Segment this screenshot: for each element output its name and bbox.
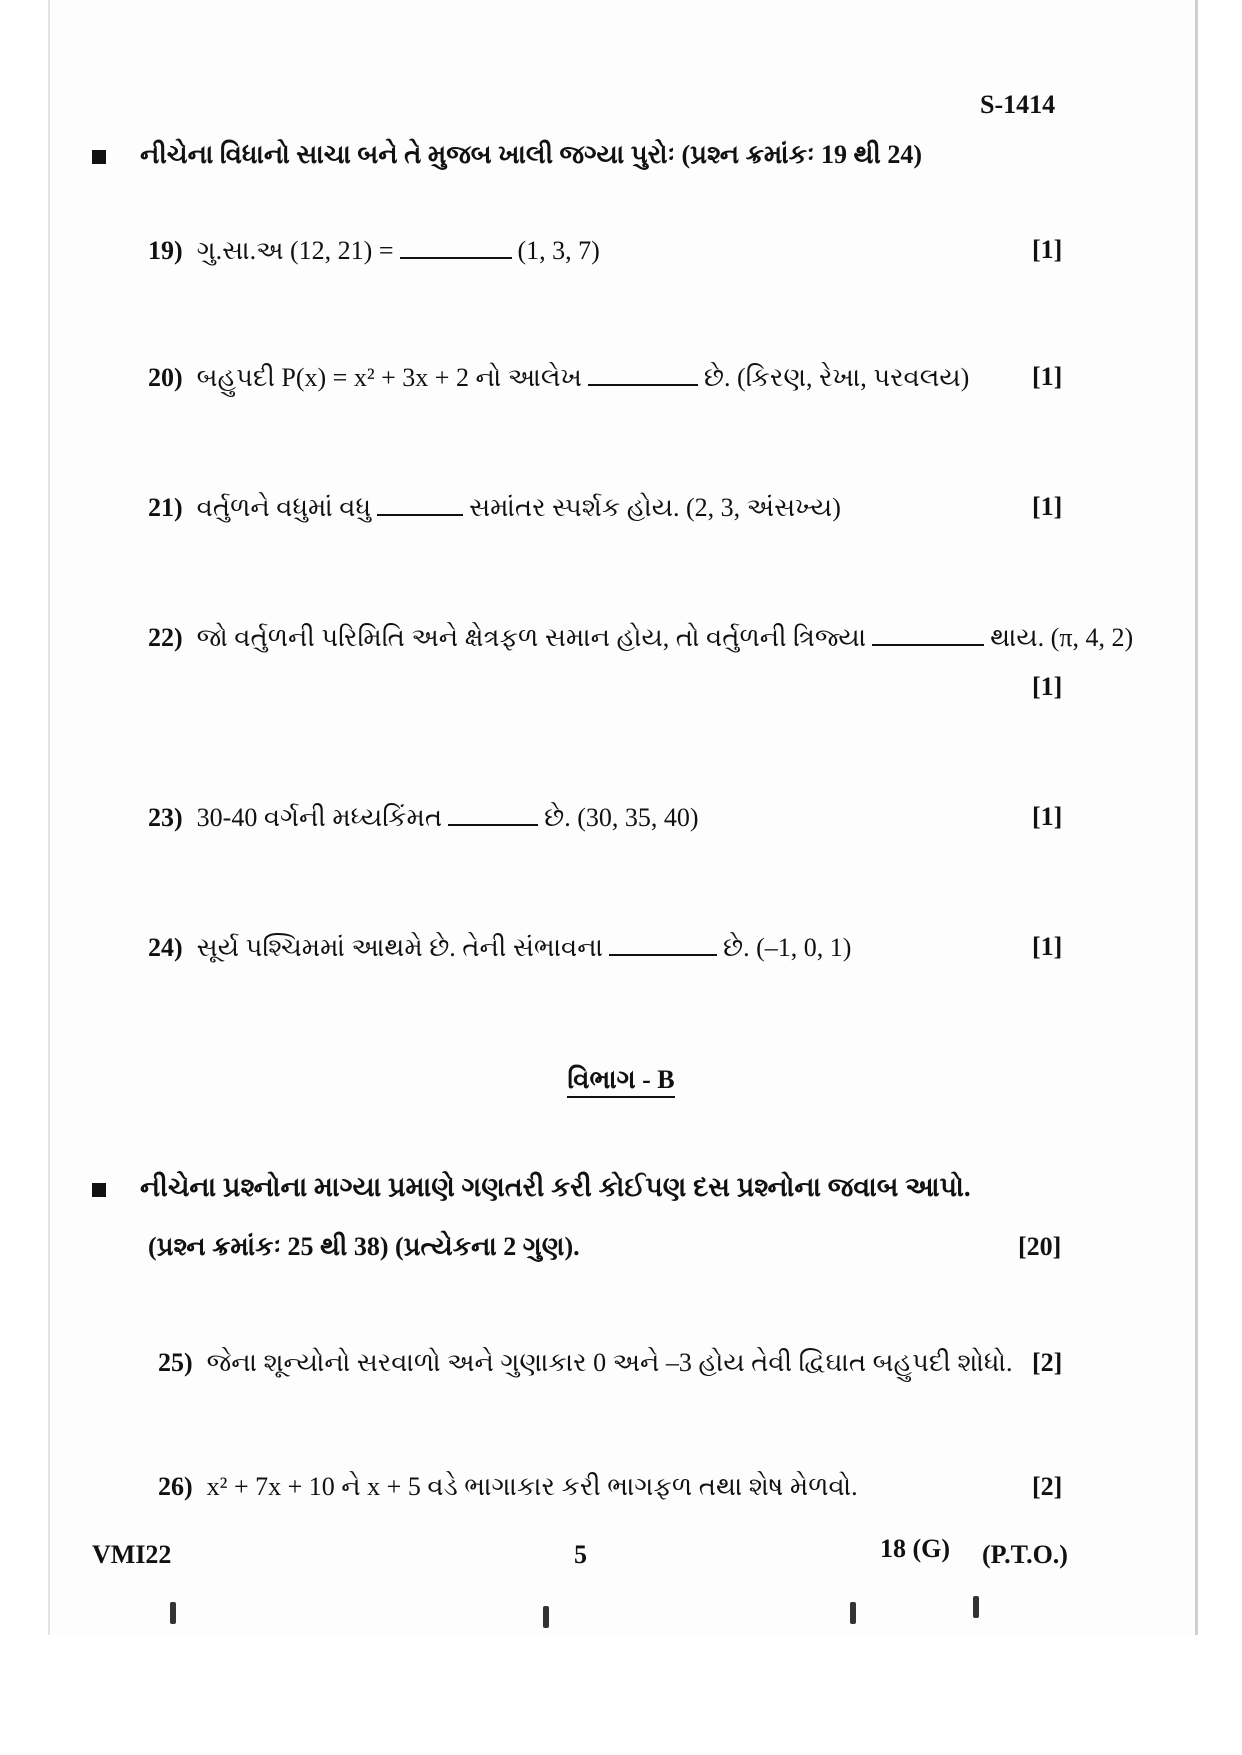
- bullet-icon: [92, 150, 106, 164]
- question-24: 24) સૂર્ય પશ્ચિમમાં આથમે છે. તેની સંભાવના છે. (–1, 0, 1): [148, 933, 852, 962]
- section-b-instruction-line2: (પ્રશ્ન ક્રમાંકઃ 25 થી 38) (પ્રત્યેકના 2 ગુણ).: [148, 1232, 580, 1261]
- section-a-instruction: નીચેના વિધાનો સાચા બને તે મુજબ ખાલી જગ્યા પુરોઃ (પ્રશ્ન ક્રમાંકઃ 19 થી 24): [92, 140, 922, 171]
- footer-code: VMI22: [92, 1540, 172, 1569]
- answer-blank: [588, 362, 698, 386]
- binding-mark: [850, 1602, 856, 1624]
- section-b-title: વિભાગ - B: [0, 1065, 1242, 1096]
- marks-19: [1]: [1032, 235, 1063, 264]
- binding-mark: [543, 1606, 549, 1628]
- question-21: 21) વર્તુળને વધુમાં વધુ સમાંતર સ્પર્શક હોય. (2, 3, અંસખ્ય): [148, 493, 841, 522]
- question-22: 22) જો વર્તુળની પરિમિતિ અને ક્ષેત્રફળ સમાન હોય, તો વર્તુળની ત્રિજ્યા થાય. (π, 4, 2): [148, 623, 1134, 652]
- binding-mark: [973, 1596, 979, 1618]
- answer-blank: [400, 235, 512, 259]
- pto-label: (P.T.O.): [982, 1540, 1068, 1569]
- marks-25: [2]: [1032, 1348, 1063, 1377]
- page-number: 5: [574, 1540, 587, 1569]
- paper-code: S-1414: [980, 90, 1056, 119]
- binding-mark: [170, 1602, 176, 1624]
- question-23: 23) 30-40 વર્ગની મધ્યકિંમત છે. (30, 35, 40): [148, 803, 699, 832]
- bullet-icon: [92, 1183, 106, 1197]
- answer-blank: [872, 622, 984, 646]
- answer-blank: [377, 492, 463, 516]
- answer-blank: [609, 932, 717, 956]
- answer-blank: [448, 802, 538, 826]
- marks-26: [2]: [1032, 1472, 1063, 1501]
- set-code: 18 (G): [880, 1534, 951, 1563]
- marks-20: [1]: [1032, 362, 1063, 391]
- question-25: 25) જેના શૂન્યોનો સરવાળો અને ગુણાકાર 0 અને –3 હોય તેવી દ્વિઘાત બહુપદી શોધો.: [158, 1348, 1013, 1377]
- marks-24: [1]: [1032, 932, 1063, 961]
- section-b-marks: [20]: [1018, 1232, 1062, 1261]
- question-19: 19) ગુ.સા.અ (12, 21) = (1, 3, 7): [148, 236, 600, 265]
- marks-22: [1]: [1032, 672, 1063, 701]
- question-26: 26) x² + 7x + 10 ને x + 5 વડે ભાગાકાર કરી ભાગફળ તથા શેષ મેળવો.: [158, 1472, 858, 1501]
- question-20: 20) બહુપદી P(x) = x² + 3x + 2 નો આલેખ છે. (કિરણ, રેખા, પરવલય): [148, 363, 970, 392]
- section-b-instruction: નીચેના પ્રશ્નોના માગ્યા પ્રમાણે ગણતરી કરી કોઈપણ દસ પ્રશ્નોના જવાબ આપો.: [92, 1172, 971, 1204]
- marks-21: [1]: [1032, 492, 1063, 521]
- marks-23: [1]: [1032, 802, 1063, 831]
